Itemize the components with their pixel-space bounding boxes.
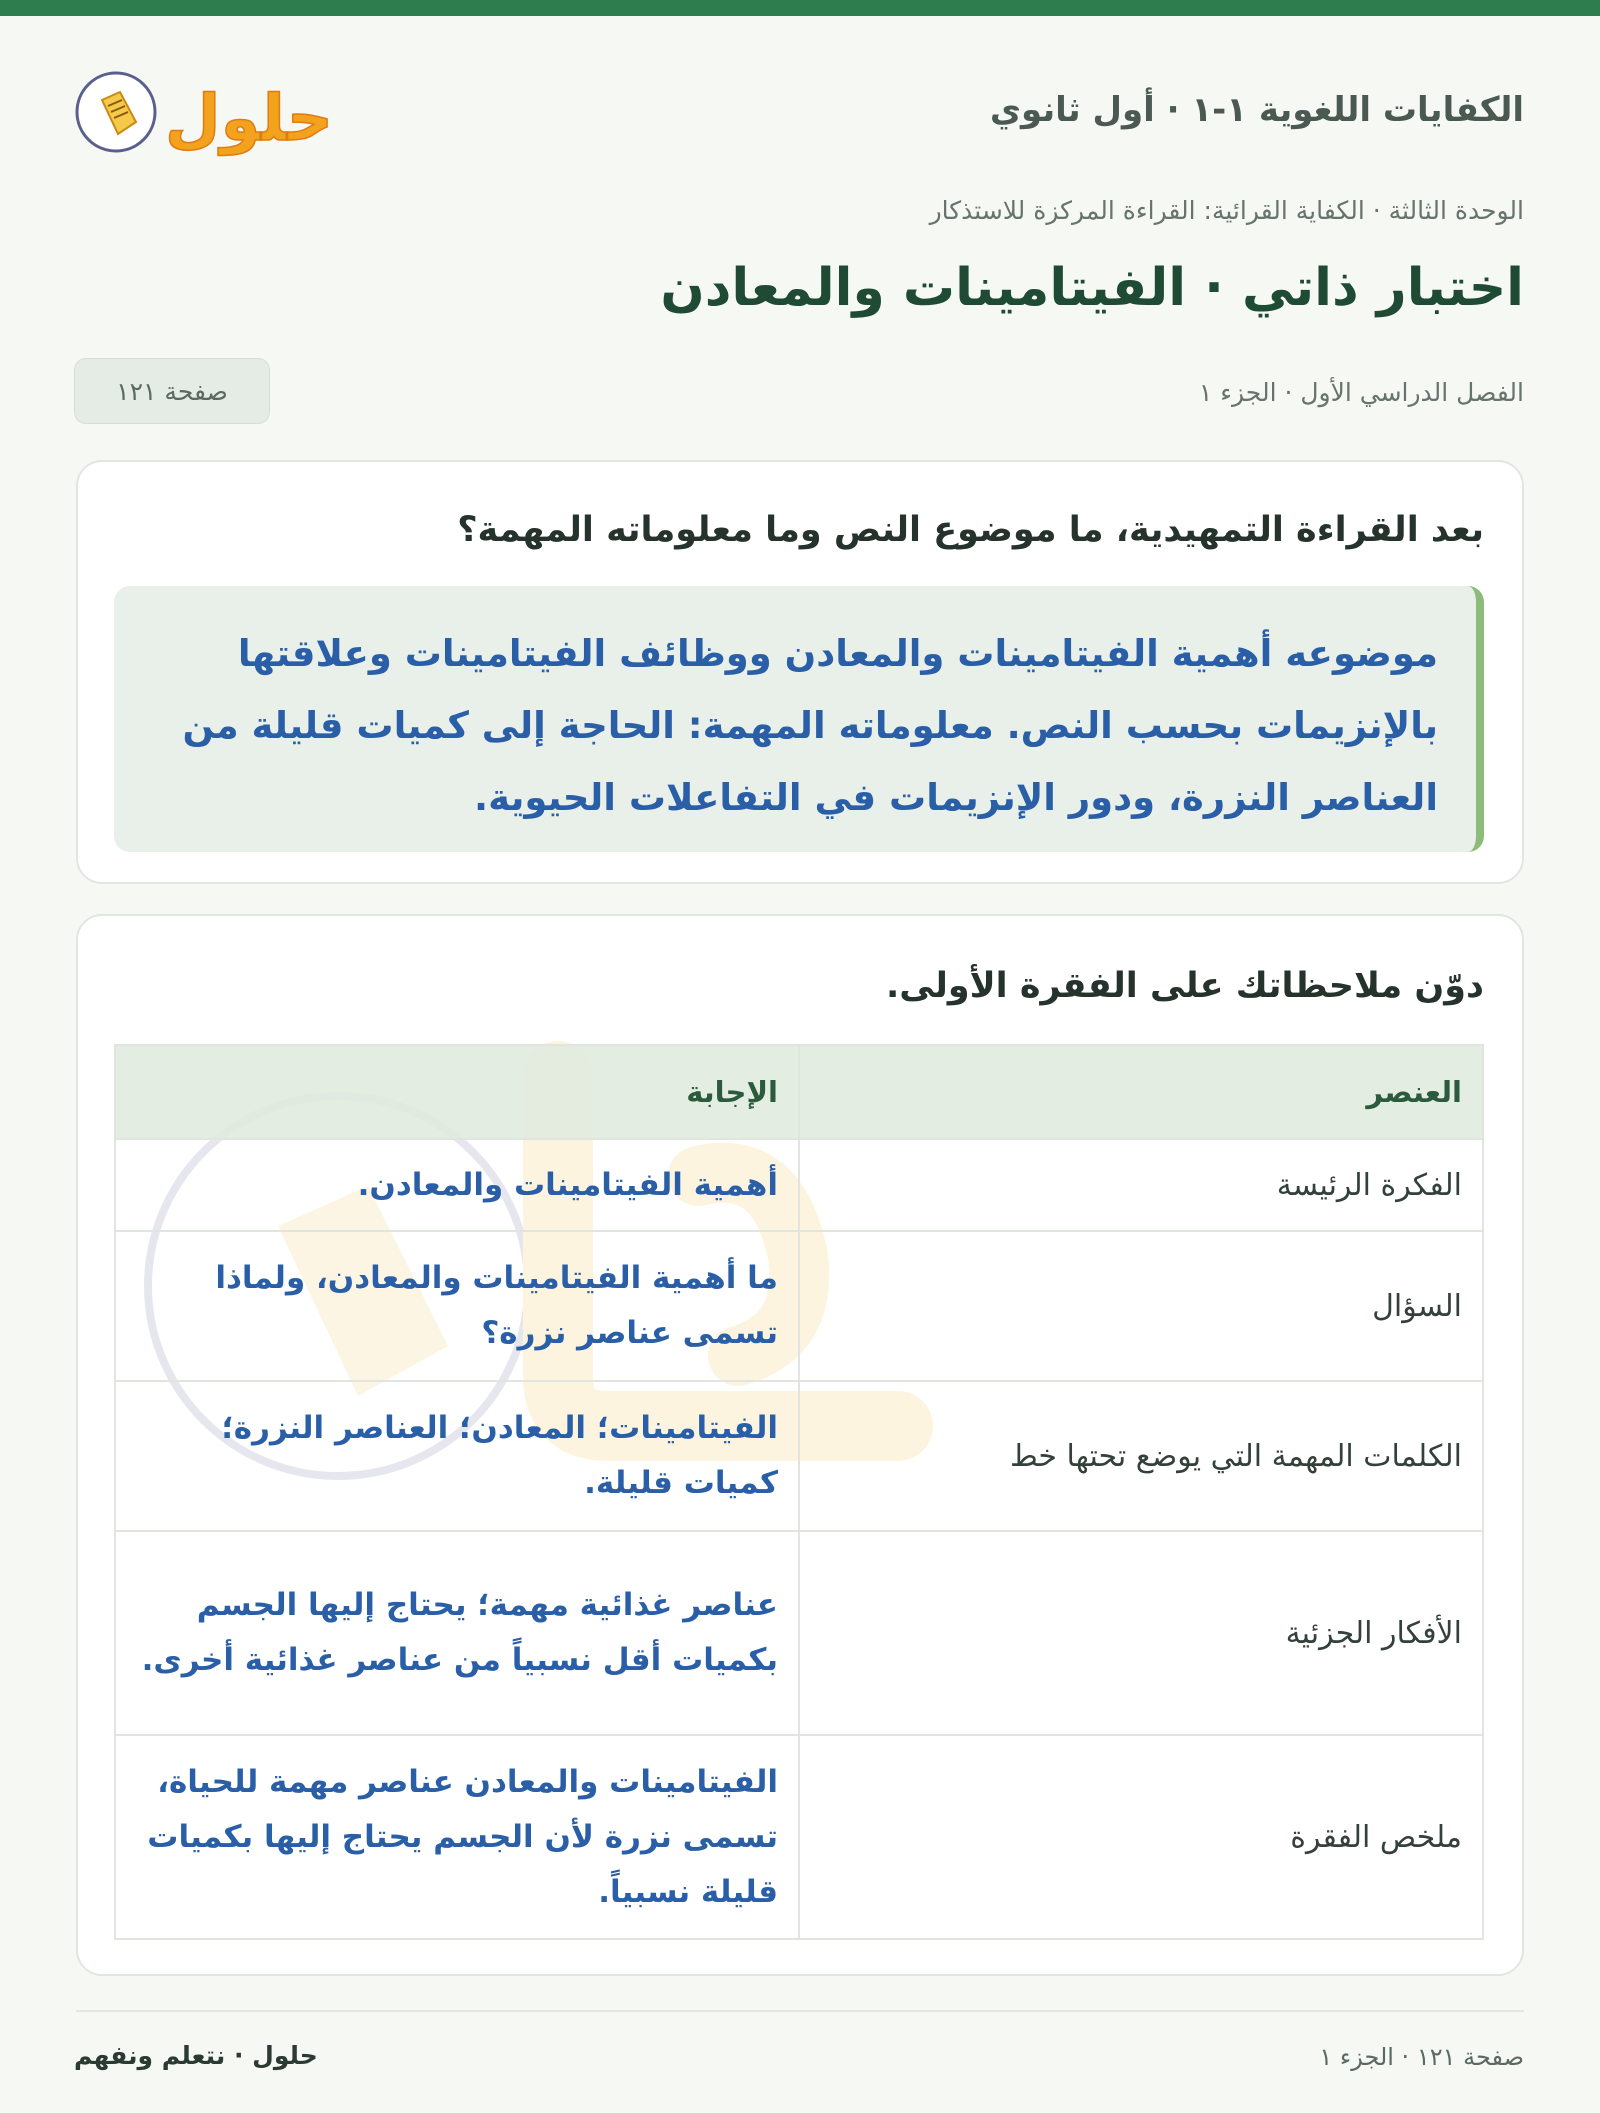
row-answer: عناصر غذائية مهمة؛ يحتاج إليها الجسم بكميات أقل نسبياً من عناصر غذائية أخرى. [115, 1531, 799, 1735]
table-row [115, 1139, 1483, 1231]
footer-brand: حلول · نتعلم ونفهم [74, 2041, 318, 2070]
row-item: الفكرة الرئيسة [799, 1139, 1483, 1231]
row-item: السؤال [799, 1231, 1483, 1381]
answer-box [114, 586, 1484, 852]
row-answer: الفيتامينات والمعادن عناصر مهمة للحياة، تسمى نزرة لأن الجسم يحتاج إليها بكميات قليلة نسبياً. [115, 1735, 799, 1939]
header [74, 52, 1524, 164]
row-answer: أهمية الفيتامينات والمعادن. [115, 1139, 799, 1231]
question-card-notes [76, 914, 1524, 1976]
hulool-logo[interactable] [74, 52, 334, 164]
row-answer: الفيتامينات؛ المعادن؛ العناصر النزرة؛ كميات قليلة. [115, 1381, 799, 1531]
notes-table [114, 1044, 1484, 1940]
top-accent-bar [0, 0, 1600, 16]
footer-divider [76, 2010, 1524, 2012]
question-title: بعد القراءة التمهيدية، ما موضوع النص وما معلوماته المهمة؟ [457, 510, 1484, 550]
question-card-topic [76, 460, 1524, 884]
footer-page-info: صفحة ١٢١ · الجزء ١ [1319, 2043, 1524, 2071]
logo-text: حلول [165, 82, 333, 156]
table-row [115, 1531, 1483, 1735]
row-item: ملخص الفقرة [799, 1735, 1483, 1939]
term-line: الفصل الدراسي الأول · الجزء ١ [1198, 378, 1524, 407]
column-header-answer: الإجابة [115, 1045, 799, 1139]
row-item: الأفكار الجزئية [799, 1531, 1483, 1735]
row-answer: ما أهمية الفيتامينات والمعادن، ولماذا تسمى عناصر نزرة؟ [115, 1231, 799, 1381]
question-title: دوّن ملاحظاتك على الفقرة الأولى. [886, 966, 1484, 1006]
table-row [115, 1735, 1483, 1939]
answer-text: موضوعه أهمية الفيتامينات والمعادن ووظائف الفيتامينات وعلاقتها بالإنزيمات بحسب النص. معلوماته المهمة: الحاجة إلى كميات قليلة من العناصر النزرة، ودور الإنزيمات في التفاعلات الحيوية. [182, 632, 1438, 819]
table-row [115, 1381, 1483, 1531]
unit-line: الوحدة الثالثة · الكفاية القرائية: القراءة المركزة للاستذكار [929, 196, 1524, 225]
table-row [115, 1231, 1483, 1381]
table-header-row [115, 1045, 1483, 1139]
row-item: الكلمات المهمة التي يوضع تحتها خط [799, 1381, 1483, 1531]
book-title: الكفايات اللغوية ١-١ · أول ثانوي [989, 90, 1524, 130]
column-header-item: العنصر [799, 1045, 1483, 1139]
lesson-title: اختبار ذاتي · الفيتامينات والمعادن [660, 258, 1524, 318]
page-number-badge: صفحة ١٢١ [74, 358, 270, 424]
